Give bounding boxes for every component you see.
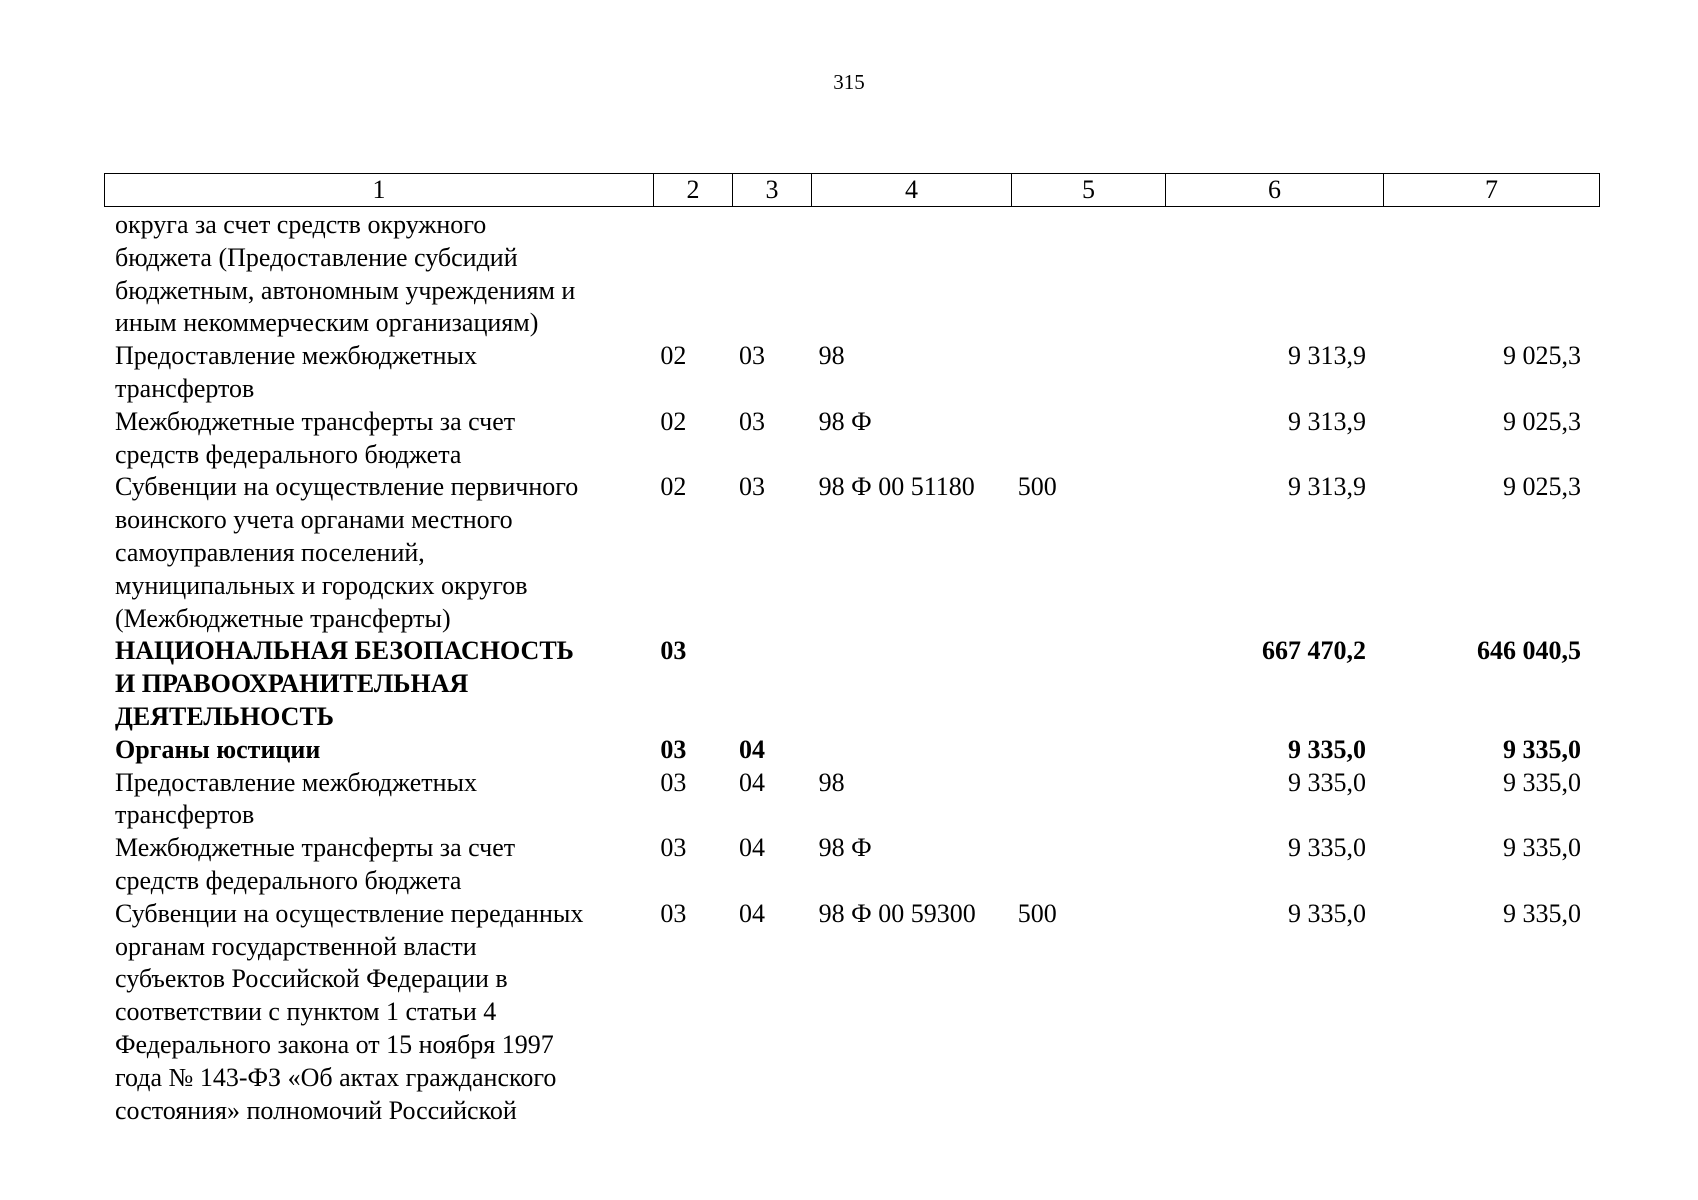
amount-year-1: 9 335,0 [1288, 734, 1366, 764]
table-row [104, 471, 1592, 635]
description-line: Предоставление межбюджетных [115, 341, 478, 371]
description-line: средств федерального бюджета [115, 865, 462, 895]
section-code: 03 [660, 636, 687, 666]
description-line: ДЕЯТЕЛЬНОСТЬ [115, 701, 334, 731]
section-code: 03 [660, 833, 687, 863]
section-code: 02 [660, 341, 687, 371]
table-row [104, 209, 1592, 340]
amount-year-1: 9 335,0 [1288, 898, 1366, 928]
subsection-code: 03 [739, 406, 765, 436]
target-article-code: 98 Ф 00 59300 [818, 898, 976, 928]
description-line: соответствии с пунктом 1 статьи 4 [115, 997, 497, 1027]
description-line: Федерального закона от 15 ноября 1997 [115, 1029, 554, 1059]
amount-year-2: 9 025,3 [1502, 472, 1581, 502]
page-number: 315 [833, 70, 865, 94]
subsection-code: 04 [739, 898, 765, 928]
column-number-6: 6 [1166, 174, 1384, 207]
column-number-4: 4 [812, 174, 1012, 207]
section-code: 03 [660, 734, 687, 764]
budget-table-body [104, 209, 1592, 1127]
column-number-row [105, 174, 1600, 207]
description-line: Предоставление межбюджетных [115, 767, 478, 797]
expense-type-code: 500 [1017, 898, 1057, 928]
description-line: воинского учета органами местного [115, 505, 513, 535]
row-description [104, 734, 650, 767]
description-line: трансфертов [115, 800, 255, 830]
subsection-code: 03 [739, 472, 765, 502]
expense-type-code: 500 [1017, 472, 1057, 502]
description-line: субъектов Российской Федерации в [115, 964, 508, 994]
description-line: муниципальных и городских округов [115, 570, 528, 600]
amount-year-2: 9 335,0 [1502, 767, 1581, 797]
column-number-5: 5 [1012, 174, 1166, 207]
row-description [104, 635, 650, 733]
amount-year-1: 9 313,9 [1288, 341, 1366, 371]
row-description [104, 209, 650, 340]
description-line: иным некоммерческим организациям) [115, 308, 539, 338]
description-line: органам государственной власти [115, 931, 477, 961]
target-article-code: 98 Ф 00 51180 [818, 472, 975, 502]
subsection-code: 03 [739, 341, 765, 371]
table-row [104, 340, 1592, 406]
description-line: НАЦИОНАЛЬНАЯ БЕЗОПАСНОСТЬ [115, 636, 574, 666]
column-number-2: 2 [654, 174, 733, 207]
description-line: бюджета (Предоставление субсидий [115, 242, 518, 272]
amount-year-2: 9 335,0 [1502, 734, 1581, 764]
description-line: Межбюджетные трансферты за счет [115, 406, 516, 436]
amount-year-1: 667 470,2 [1262, 636, 1366, 666]
amount-year-2: 9 335,0 [1502, 898, 1581, 928]
amount-year-2: 646 040,5 [1476, 636, 1581, 666]
description-line: Субвенции на осуществление первичного [115, 472, 579, 502]
column-number-7: 7 [1384, 174, 1600, 207]
table-row [104, 406, 1592, 472]
target-article-code: 98 Ф [818, 406, 872, 436]
description-line: года № 143-ФЗ «Об актах гражданского [115, 1062, 557, 1092]
table-row [104, 832, 1592, 898]
description-line: Органы юстиции [115, 734, 321, 764]
section-code: 02 [660, 472, 687, 502]
table-row [104, 767, 1592, 833]
description-line: самоуправления поселений, [115, 537, 425, 567]
column-number-1: 1 [105, 174, 654, 207]
amount-year-2: 9 335,0 [1502, 833, 1581, 863]
row-description [104, 767, 650, 833]
amount-year-2: 9 025,3 [1502, 341, 1581, 371]
description-line: состояния» полномочий Российской [115, 1095, 517, 1125]
description-line: трансфертов [115, 373, 255, 403]
section-code: 03 [660, 898, 687, 928]
row-description [104, 832, 650, 898]
description-line: округа за счет средств окружного [115, 210, 487, 239]
target-article-code: 98 Ф [818, 833, 872, 863]
description-line: средств федерального бюджета [115, 439, 462, 469]
subsection-code: 04 [739, 767, 765, 797]
column-number-3: 3 [733, 174, 812, 207]
target-article-code: 98 [818, 767, 845, 797]
table-row [104, 734, 1592, 767]
section-code: 02 [660, 406, 687, 436]
subsection-code: 04 [739, 833, 765, 863]
table-row [104, 898, 1592, 1128]
row-description [104, 898, 650, 1128]
section-code: 03 [660, 767, 687, 797]
amount-year-2: 9 025,3 [1502, 406, 1581, 436]
description-line: бюджетным, автономным учреждениям и [115, 275, 576, 305]
row-description [104, 471, 650, 635]
row-description [104, 406, 650, 472]
column-header-table [104, 173, 1600, 207]
target-article-code: 98 [818, 341, 845, 371]
description-line: Межбюджетные трансферты за счет [115, 833, 516, 863]
description-line: И ПРАВООХРАНИТЕЛЬНАЯ [115, 669, 469, 699]
subsection-code: 04 [739, 734, 765, 764]
amount-year-1: 9 313,9 [1288, 472, 1366, 502]
description-line: Субвенции на осуществление переданных [115, 898, 584, 928]
amount-year-1: 9 335,0 [1288, 767, 1366, 797]
row-description [104, 340, 650, 406]
amount-year-1: 9 335,0 [1288, 833, 1366, 863]
description-line: (Межбюджетные трансферты) [115, 603, 451, 633]
amount-year-1: 9 313,9 [1288, 406, 1366, 436]
table-row [104, 635, 1592, 733]
